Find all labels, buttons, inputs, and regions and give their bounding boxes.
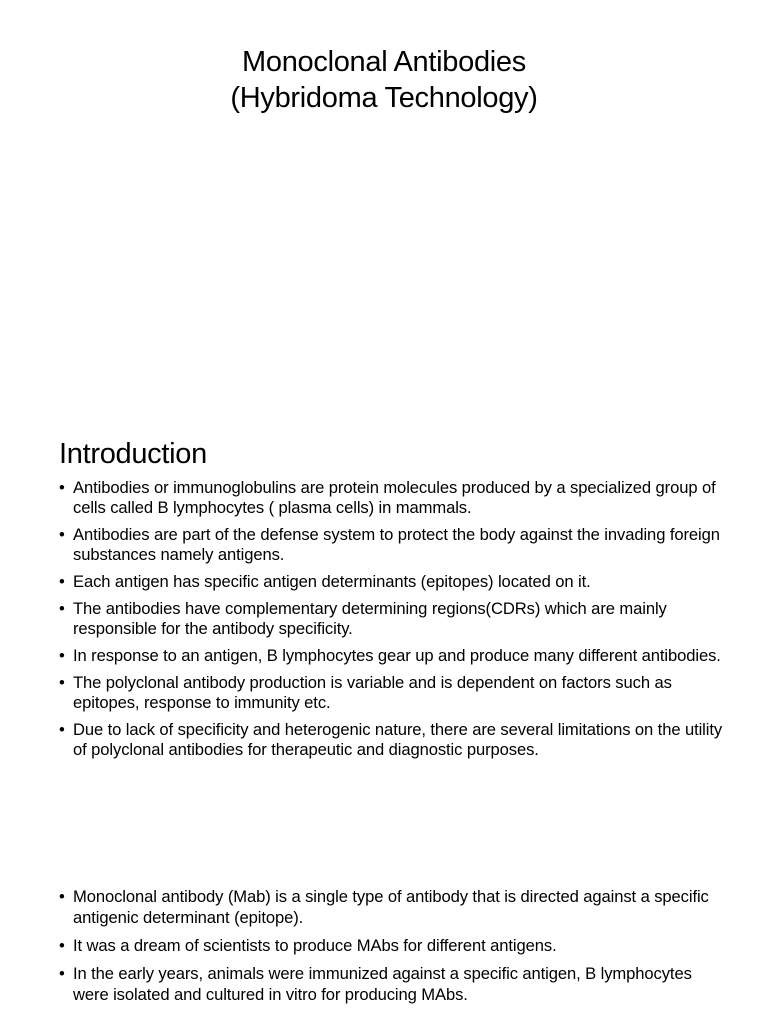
bullet-list <box>59 886 731 1012</box>
bullet-item <box>59 935 731 956</box>
bullet-list <box>59 478 731 767</box>
title-line-1: Monoclonal Antibodies <box>242 46 526 78</box>
introduction-slide <box>0 430 768 840</box>
bullet-text: Due to lack of specificity and heterogenic nature, there are several limitations on the utility of polyclonal antibodies for therapeutic and diagnostic purposes. <box>73 720 723 759</box>
bullet-marker: • <box>59 525 65 544</box>
bullet-item <box>59 673 731 713</box>
bullet-text: Antibodies or immunoglobulins are protein molecules produced by a specialized group of cells called B lymphocytes ( plasma cells) in mammals. <box>73 478 716 517</box>
bullet-item <box>59 646 731 666</box>
bullet-marker: • <box>59 964 65 983</box>
bullet-text: Monoclonal antibody (Mab) is a single type of antibody that is directed against a specific antigenic determinant (epitope). <box>73 887 709 927</box>
bullet-marker: • <box>59 478 65 497</box>
slide-heading: Introduction <box>59 438 207 470</box>
bullet-item <box>59 478 731 518</box>
bullet-text: In the early years, animals were immunized against a specific antigen, B lymphocytes were isolated and cultured in vitro for producing MAbs. <box>73 964 692 1004</box>
bullet-marker: • <box>59 673 65 692</box>
title-slide <box>0 0 768 430</box>
bullet-item <box>59 720 731 760</box>
monoclonal-slide <box>0 840 768 1024</box>
bullet-text: Each antigen has specific antigen determinants (epitopes) located on it. <box>73 572 591 591</box>
bullet-marker: • <box>59 720 65 739</box>
bullet-item <box>59 886 731 928</box>
bullet-text: The polyclonal antibody production is variable and is dependent on factors such as epitopes, response to immunity etc. <box>73 673 672 712</box>
bullet-marker: • <box>59 936 65 955</box>
bullet-marker: • <box>59 572 65 591</box>
bullet-item <box>59 572 731 592</box>
bullet-text: Antibodies are part of the defense system to protect the body against the invading foreign substances namely antigens. <box>73 525 720 564</box>
bullet-text: In response to an antigen, B lymphocytes gear up and produce many different antibodies. <box>73 646 721 665</box>
bullet-text: The antibodies have complementary determining regions(CDRs) which are mainly responsible for the antibody specificity. <box>73 599 667 638</box>
slide-title <box>0 44 768 116</box>
bullet-item <box>59 599 731 639</box>
bullet-marker: • <box>59 887 65 906</box>
bullet-marker: • <box>59 646 65 665</box>
bullet-item <box>59 963 731 1005</box>
bullet-item <box>59 525 731 565</box>
title-line-2: (Hybridoma Technology) <box>230 82 538 114</box>
bullet-text: It was a dream of scientists to produce MAbs for different antigens. <box>73 936 557 955</box>
bullet-marker: • <box>59 599 65 618</box>
